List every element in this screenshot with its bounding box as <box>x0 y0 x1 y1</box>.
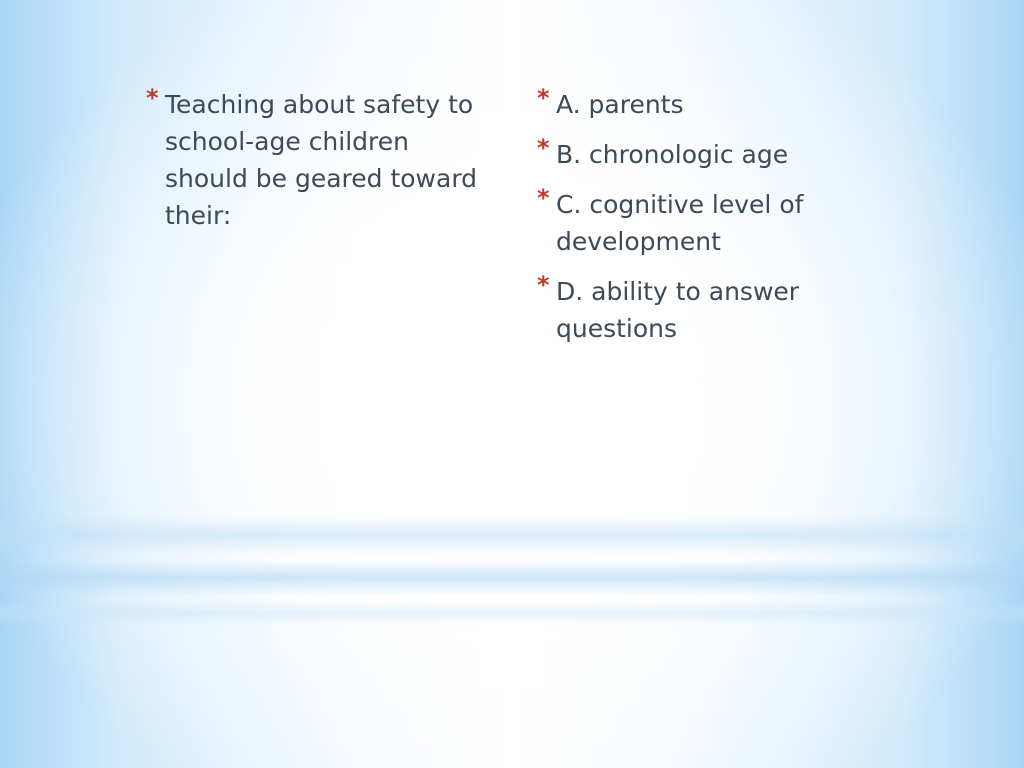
question-column <box>146 86 486 247</box>
background-band <box>0 515 1024 555</box>
answer-option-d <box>537 273 867 347</box>
asterisk-bullet-icon: * <box>537 134 550 162</box>
answer-options-column <box>537 86 867 360</box>
answer-option-c <box>537 186 867 260</box>
question-text: Teaching about safety to school-age children should be geared toward their: <box>165 90 478 230</box>
background-band <box>0 560 1024 596</box>
answer-option-text: B. chronologic age <box>556 140 789 169</box>
answer-option-a <box>537 86 867 123</box>
background-band <box>0 600 1024 626</box>
asterisk-bullet-icon: * <box>146 84 159 112</box>
answer-option-text: C. cognitive level of development <box>556 190 804 256</box>
asterisk-bullet-icon: * <box>537 184 550 212</box>
asterisk-bullet-icon: * <box>537 271 550 299</box>
answer-option-b <box>537 136 867 173</box>
question-item <box>146 86 486 234</box>
answer-option-text: D. ability to answer questions <box>556 277 800 343</box>
answer-option-text: A. parents <box>556 90 684 119</box>
asterisk-bullet-icon: * <box>537 84 550 112</box>
